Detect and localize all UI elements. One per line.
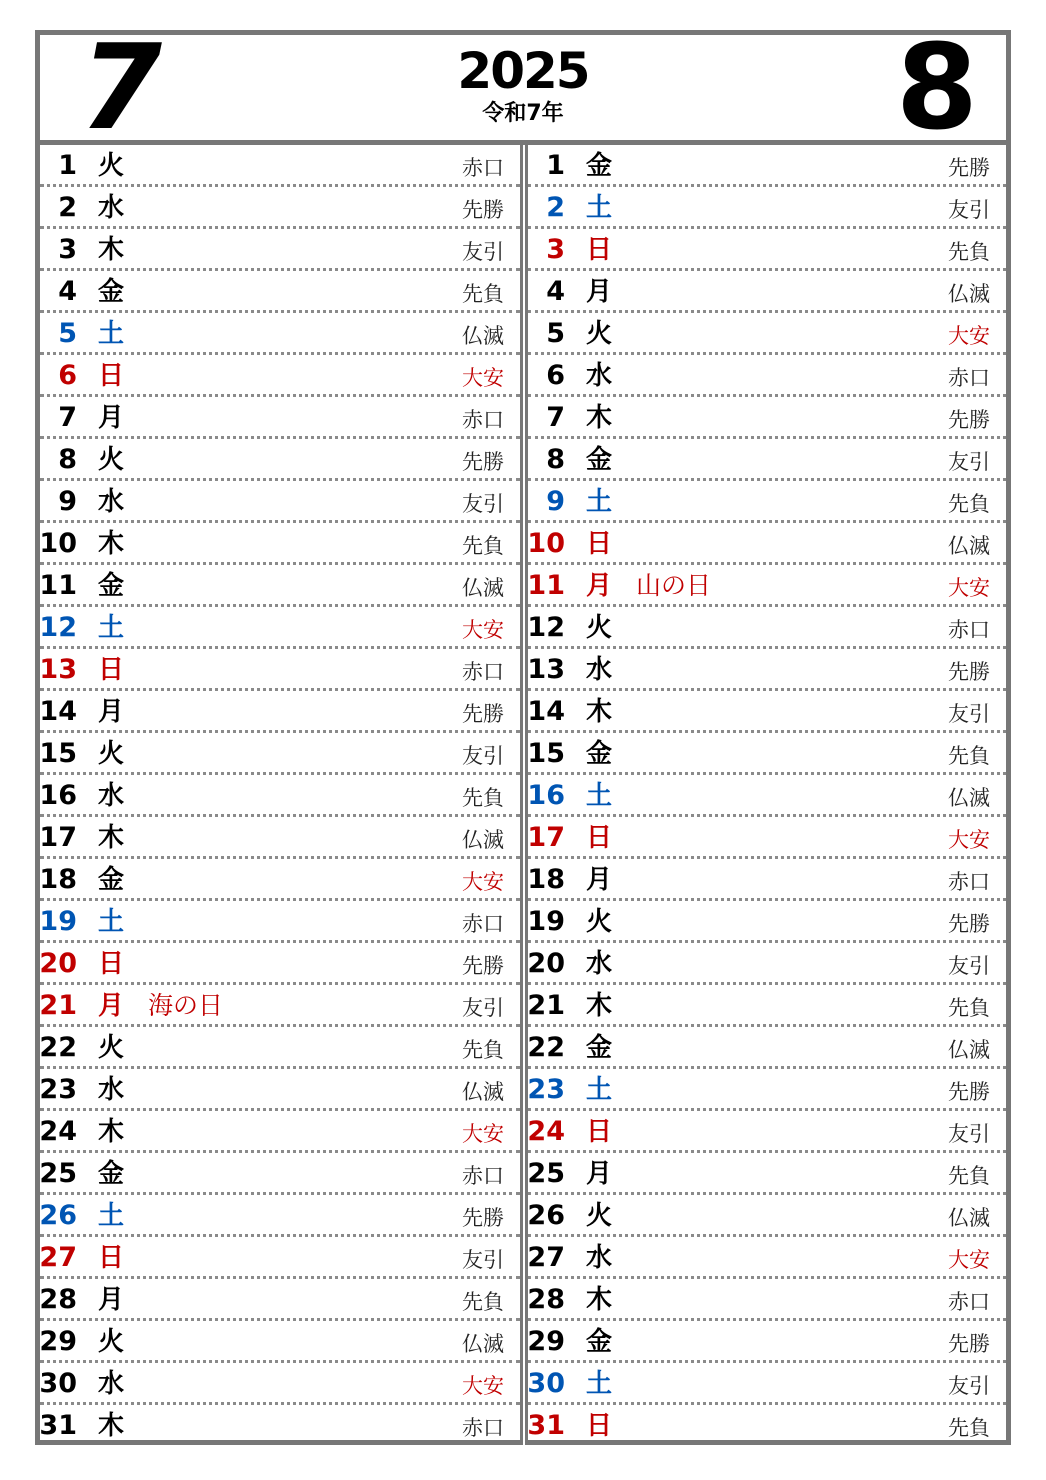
day-number: 13 (39, 654, 77, 685)
rokuyo-label: 赤口 (462, 912, 504, 936)
weekday-label: 日 (98, 361, 125, 391)
weekday-label: 月 (586, 571, 613, 601)
day-row (528, 859, 1006, 901)
weekday-label: 土 (98, 1201, 125, 1231)
rokuyo-label: 赤口 (948, 1290, 990, 1314)
weekday-label: 金 (98, 277, 125, 307)
day-row (528, 1321, 1006, 1363)
day-number: 31 (527, 1410, 565, 1441)
weekday-label: 月 (98, 991, 125, 1021)
day-row (40, 187, 520, 229)
rokuyo-label: 仏滅 (462, 1332, 504, 1356)
rokuyo-label: 赤口 (462, 660, 504, 684)
rokuyo-label: 友引 (948, 198, 990, 222)
day-number: 27 (39, 1242, 77, 1273)
day-number: 16 (39, 780, 77, 811)
year-label: 2025 (457, 42, 589, 100)
day-number: 7 (58, 402, 77, 433)
rokuyo-label: 友引 (948, 954, 990, 978)
day-number: 18 (527, 864, 565, 895)
weekday-label: 木 (586, 991, 613, 1021)
day-number: 10 (527, 528, 565, 559)
weekday-label: 日 (98, 1243, 125, 1273)
day-number: 9 (546, 486, 565, 517)
weekday-label: 日 (98, 949, 125, 979)
weekday-label: 水 (586, 361, 613, 391)
day-number: 2 (58, 192, 77, 223)
weekday-label: 金 (98, 1159, 125, 1189)
weekday-label: 日 (586, 235, 613, 265)
day-row (40, 1111, 520, 1153)
weekday-label: 火 (98, 1327, 125, 1357)
day-row (40, 565, 520, 607)
weekday-label: 土 (98, 613, 125, 643)
weekday-label: 火 (586, 613, 613, 643)
day-row (528, 313, 1006, 355)
august-column (528, 145, 1006, 1445)
day-number: 17 (39, 822, 77, 853)
weekday-label: 日 (586, 1411, 613, 1441)
weekday-label: 火 (98, 1033, 125, 1063)
weekday-label: 日 (586, 1117, 613, 1147)
weekday-label: 月 (98, 697, 125, 727)
day-row (528, 1237, 1006, 1279)
day-number: 12 (39, 612, 77, 643)
weekday-label: 日 (586, 529, 613, 559)
day-number: 11 (39, 570, 77, 601)
rokuyo-label: 赤口 (948, 870, 990, 894)
weekday-label: 木 (586, 403, 613, 433)
rokuyo-label: 先負 (948, 1416, 990, 1440)
day-number: 22 (527, 1032, 565, 1063)
day-number: 21 (39, 990, 77, 1021)
day-row (40, 1237, 520, 1279)
day-number: 11 (527, 570, 565, 601)
day-row (528, 1111, 1006, 1153)
day-row (528, 775, 1006, 817)
rokuyo-label: 友引 (948, 1374, 990, 1398)
weekday-label: 月 (98, 1285, 125, 1315)
day-row (528, 565, 1006, 607)
day-number: 23 (527, 1074, 565, 1105)
rokuyo-label: 仏滅 (948, 1206, 990, 1230)
weekday-label: 木 (586, 697, 613, 727)
day-number: 3 (58, 234, 77, 265)
day-row (40, 271, 520, 313)
rokuyo-label: 先負 (948, 240, 990, 264)
rokuyo-label: 先負 (462, 534, 504, 558)
day-number: 4 (546, 276, 565, 307)
day-row (40, 397, 520, 439)
day-number: 8 (58, 444, 77, 475)
day-row (528, 187, 1006, 229)
weekday-label: 土 (586, 1075, 613, 1105)
rokuyo-label: 先勝 (462, 1206, 504, 1230)
rokuyo-label: 大安 (948, 828, 990, 852)
rokuyo-label: 先勝 (948, 408, 990, 432)
weekday-label: 水 (98, 1369, 125, 1399)
rokuyo-label: 赤口 (462, 1416, 504, 1440)
day-row (528, 691, 1006, 733)
day-number: 29 (527, 1326, 565, 1357)
day-number: 5 (58, 318, 77, 349)
rokuyo-label: 仏滅 (462, 1080, 504, 1104)
day-number: 14 (39, 696, 77, 727)
day-row (528, 397, 1006, 439)
day-number: 25 (39, 1158, 77, 1189)
day-row (528, 1027, 1006, 1069)
weekday-label: 金 (586, 445, 613, 475)
day-row (40, 1195, 520, 1237)
rokuyo-label: 仏滅 (948, 786, 990, 810)
day-row (40, 1279, 520, 1321)
rokuyo-label: 仏滅 (948, 534, 990, 558)
rokuyo-label: 赤口 (462, 156, 504, 180)
day-row (40, 1405, 520, 1447)
weekday-label: 火 (586, 319, 613, 349)
weekday-label: 日 (586, 823, 613, 853)
day-number: 24 (527, 1116, 565, 1147)
rokuyo-label: 友引 (462, 1248, 504, 1272)
rokuyo-label: 先負 (462, 786, 504, 810)
rokuyo-label: 先勝 (462, 954, 504, 978)
day-row (40, 649, 520, 691)
day-number: 7 (546, 402, 565, 433)
weekday-label: 土 (98, 907, 125, 937)
rokuyo-label: 先負 (948, 1164, 990, 1188)
weekday-label: 水 (98, 781, 125, 811)
day-number: 6 (546, 360, 565, 391)
day-row (40, 943, 520, 985)
day-number: 20 (527, 948, 565, 979)
day-number: 14 (527, 696, 565, 727)
rokuyo-label: 大安 (462, 366, 504, 390)
day-row (40, 481, 520, 523)
day-row (40, 523, 520, 565)
day-row (528, 145, 1006, 187)
weekday-label: 火 (586, 1201, 613, 1231)
weekday-label: 火 (98, 445, 125, 475)
rokuyo-label: 友引 (462, 240, 504, 264)
weekday-label: 木 (586, 1285, 613, 1315)
weekday-label: 月 (98, 403, 125, 433)
day-row (528, 985, 1006, 1027)
calendar-header (40, 18, 1006, 156)
rokuyo-label: 友引 (948, 1122, 990, 1146)
day-number: 8 (546, 444, 565, 475)
rokuyo-label: 先勝 (948, 1080, 990, 1104)
holiday-name: 山の日 (636, 571, 712, 600)
day-number: 12 (527, 612, 565, 643)
weekday-label: 土 (586, 487, 613, 517)
weekday-label: 金 (586, 1327, 613, 1357)
weekday-label: 金 (586, 739, 613, 769)
day-number: 16 (527, 780, 565, 811)
day-number: 27 (527, 1242, 565, 1273)
day-row (528, 1153, 1006, 1195)
day-number: 30 (527, 1368, 565, 1399)
day-row (40, 775, 520, 817)
rokuyo-label: 大安 (462, 1122, 504, 1146)
weekday-label: 水 (586, 949, 613, 979)
rokuyo-label: 友引 (462, 744, 504, 768)
day-row (40, 1027, 520, 1069)
rokuyo-label: 大安 (948, 1248, 990, 1272)
day-number: 31 (39, 1410, 77, 1441)
weekday-label: 木 (98, 235, 125, 265)
day-number: 23 (39, 1074, 77, 1105)
day-number: 1 (58, 150, 77, 181)
day-number: 15 (527, 738, 565, 769)
day-row (528, 355, 1006, 397)
day-number: 9 (58, 486, 77, 517)
rokuyo-label: 先勝 (948, 912, 990, 936)
weekday-label: 金 (586, 1033, 613, 1063)
rokuyo-label: 大安 (462, 870, 504, 894)
rokuyo-label: 仏滅 (948, 282, 990, 306)
day-row (40, 145, 520, 187)
weekday-label: 水 (586, 1243, 613, 1273)
month-left-number: 7 (80, 18, 163, 156)
day-row (528, 523, 1006, 565)
weekday-label: 月 (586, 277, 613, 307)
rokuyo-label: 仏滅 (462, 324, 504, 348)
day-number: 3 (546, 234, 565, 265)
day-row (528, 439, 1006, 481)
day-number: 18 (39, 864, 77, 895)
rokuyo-label: 大安 (948, 324, 990, 348)
day-number: 4 (58, 276, 77, 307)
weekday-label: 日 (98, 655, 125, 685)
rokuyo-label: 友引 (462, 996, 504, 1020)
day-row (528, 607, 1006, 649)
weekday-label: 火 (586, 907, 613, 937)
month-right-number: 8 (895, 18, 978, 156)
day-row (40, 607, 520, 649)
day-row (528, 229, 1006, 271)
rokuyo-label: 先負 (948, 744, 990, 768)
weekday-label: 木 (98, 823, 125, 853)
day-number: 25 (527, 1158, 565, 1189)
weekday-label: 土 (586, 1369, 613, 1399)
rokuyo-label: 先負 (948, 492, 990, 516)
day-row (40, 691, 520, 733)
day-row (40, 439, 520, 481)
day-number: 28 (39, 1284, 77, 1315)
weekday-label: 水 (98, 193, 125, 223)
day-row (40, 1153, 520, 1195)
rokuyo-label: 仏滅 (948, 1038, 990, 1062)
day-row (528, 901, 1006, 943)
rokuyo-label: 先勝 (948, 1332, 990, 1356)
day-number: 30 (39, 1368, 77, 1399)
weekday-label: 土 (586, 193, 613, 223)
july-column (40, 145, 520, 1445)
rokuyo-label: 先勝 (462, 702, 504, 726)
rokuyo-label: 赤口 (462, 1164, 504, 1188)
day-row (40, 985, 520, 1027)
weekday-label: 木 (98, 529, 125, 559)
weekday-label: 金 (98, 865, 125, 895)
weekday-label: 火 (98, 739, 125, 769)
day-row (40, 901, 520, 943)
rokuyo-label: 仏滅 (462, 828, 504, 852)
rokuyo-label: 大安 (462, 1374, 504, 1398)
day-number: 2 (546, 192, 565, 223)
day-number: 1 (546, 150, 565, 181)
day-number: 5 (546, 318, 565, 349)
weekday-label: 月 (586, 865, 613, 895)
day-row (528, 943, 1006, 985)
rokuyo-label: 大安 (462, 618, 504, 642)
calendar-frame (35, 18, 1011, 1445)
day-row (40, 355, 520, 397)
rokuyo-label: 大安 (948, 576, 990, 600)
day-number: 22 (39, 1032, 77, 1063)
weekday-label: 月 (586, 1159, 613, 1189)
weekday-label: 木 (98, 1117, 125, 1147)
day-row (528, 1363, 1006, 1405)
rokuyo-label: 赤口 (948, 618, 990, 642)
weekday-label: 金 (586, 151, 613, 181)
day-number: 19 (527, 906, 565, 937)
rokuyo-label: 先負 (462, 282, 504, 306)
day-row (528, 1069, 1006, 1111)
day-row (40, 859, 520, 901)
day-number: 28 (527, 1284, 565, 1315)
day-number: 26 (527, 1200, 565, 1231)
rokuyo-label: 先勝 (948, 156, 990, 180)
rokuyo-label: 友引 (948, 702, 990, 726)
day-number: 10 (39, 528, 77, 559)
era-label: 令和7年 (482, 101, 564, 126)
rokuyo-label: 友引 (948, 450, 990, 474)
rokuyo-label: 先負 (462, 1290, 504, 1314)
day-row (40, 313, 520, 355)
day-row (528, 271, 1006, 313)
rokuyo-label: 赤口 (948, 366, 990, 390)
day-row (528, 1279, 1006, 1321)
rokuyo-label: 仏滅 (462, 576, 504, 600)
weekday-label: 水 (98, 1075, 125, 1105)
rokuyo-label: 先勝 (462, 450, 504, 474)
rokuyo-label: 友引 (462, 492, 504, 516)
day-row (40, 1069, 520, 1111)
day-number: 20 (39, 948, 77, 979)
weekday-label: 水 (586, 655, 613, 685)
day-row (528, 1405, 1006, 1447)
rokuyo-label: 赤口 (462, 408, 504, 432)
day-row (40, 733, 520, 775)
day-number: 19 (39, 906, 77, 937)
day-number: 13 (527, 654, 565, 685)
day-row (40, 1321, 520, 1363)
day-row (528, 817, 1006, 859)
rokuyo-label: 先負 (948, 996, 990, 1020)
day-row (40, 817, 520, 859)
day-number: 24 (39, 1116, 77, 1147)
rokuyo-label: 先負 (462, 1038, 504, 1062)
weekday-label: 木 (98, 1411, 125, 1441)
weekday-label: 水 (98, 487, 125, 517)
weekday-label: 土 (98, 319, 125, 349)
weekday-label: 金 (98, 571, 125, 601)
day-row (528, 733, 1006, 775)
day-number: 21 (527, 990, 565, 1021)
day-number: 15 (39, 738, 77, 769)
day-row (40, 229, 520, 271)
weekday-label: 土 (586, 781, 613, 811)
day-number: 26 (39, 1200, 77, 1231)
day-number: 17 (527, 822, 565, 853)
weekday-label: 火 (98, 151, 125, 181)
rokuyo-label: 先勝 (948, 660, 990, 684)
day-row (528, 649, 1006, 691)
day-number: 29 (39, 1326, 77, 1357)
holiday-name: 海の日 (148, 991, 224, 1020)
rokuyo-label: 先勝 (462, 198, 504, 222)
day-row (40, 1363, 520, 1405)
day-row (528, 1195, 1006, 1237)
day-number: 6 (58, 360, 77, 391)
day-row (528, 481, 1006, 523)
